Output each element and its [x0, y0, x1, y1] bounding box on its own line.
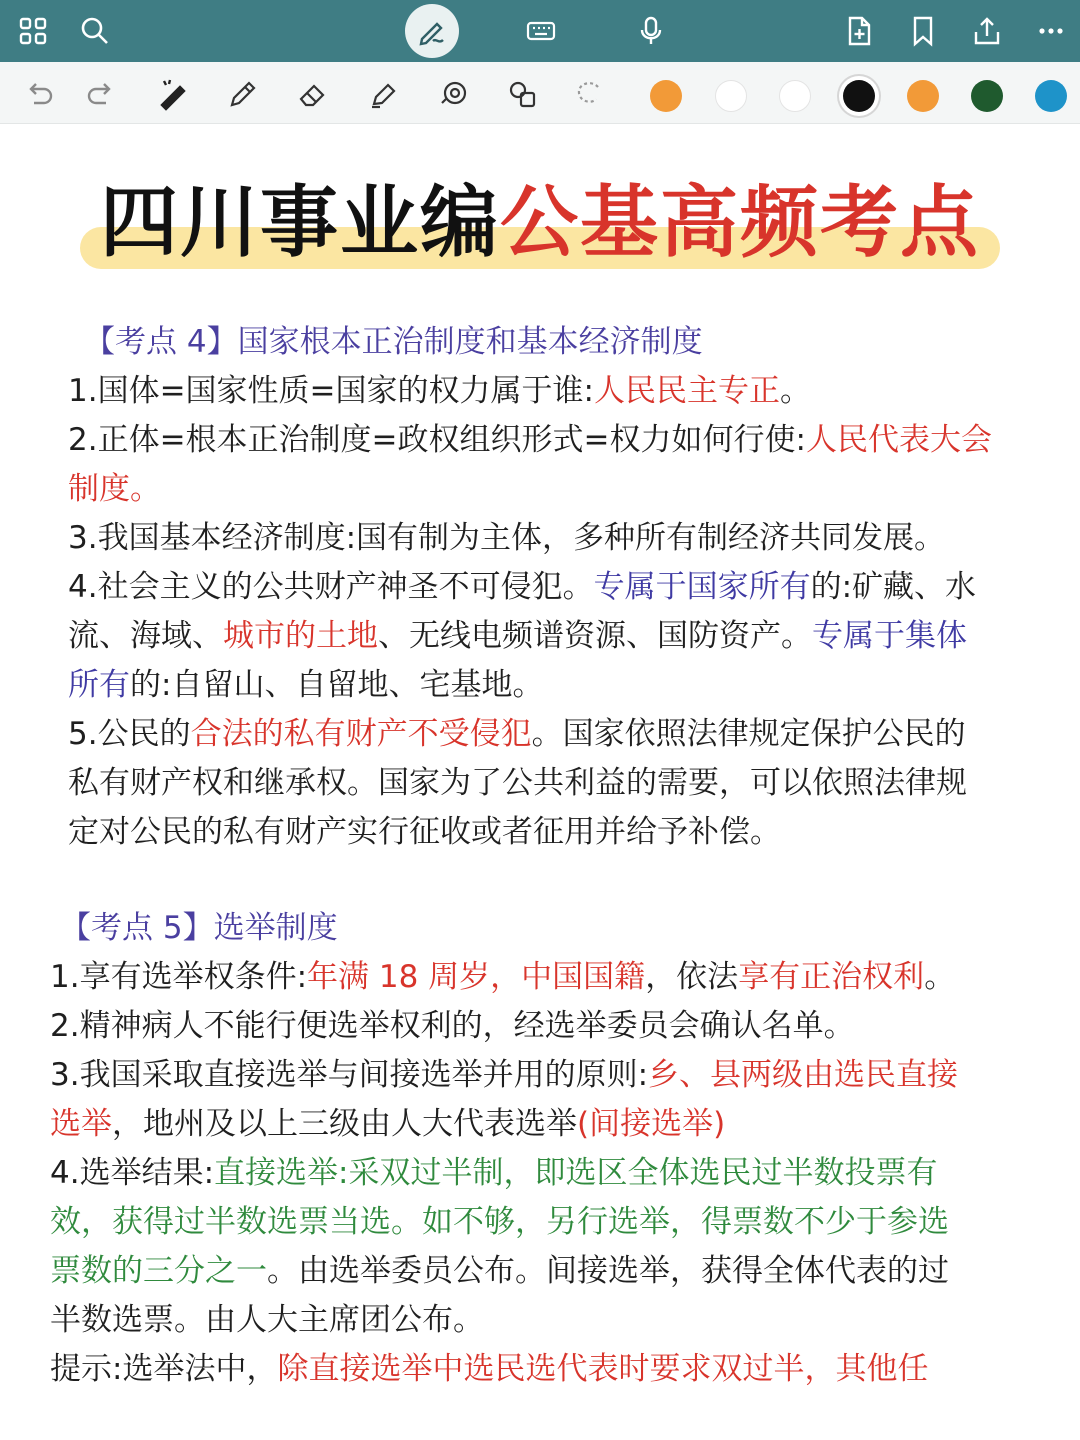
section-4-line-7: 所有的:自留山、自留地、宅基地。	[68, 667, 544, 703]
highlighter-tool-icon[interactable]	[362, 73, 404, 115]
keyboard-icon[interactable]	[518, 8, 564, 54]
section-4-line-3: 制度。	[68, 471, 161, 507]
section-5-line-7: 票数的三分之一。由选举委员公布。间接选举，获得全体代表的过	[50, 1253, 949, 1289]
pencil-tool-icon[interactable]	[222, 73, 264, 115]
section-4-line-9: 私有财产权和继承权。国家为了公共利益的需要，可以依照法律规	[68, 765, 967, 801]
section-4-line-10: 定对公民的私有财产实行征收或者征用并给予补偿。	[68, 814, 781, 850]
section-5-line-5: 4.选举结果:直接选举:采双过半制，即选区全体选民过半数投票有	[50, 1155, 938, 1191]
color-dark-green-swatch[interactable]	[971, 80, 1003, 112]
section-4	[68, 318, 1028, 857]
microphone-icon[interactable]	[628, 8, 674, 54]
share-icon[interactable]	[964, 8, 1010, 54]
section-5-line-2: 2.精神病人不能行便选举权利的，经选举委员会确认名单。	[50, 1008, 855, 1044]
color-white-swatch-2[interactable]	[779, 80, 811, 112]
bookmark-icon[interactable]	[900, 8, 946, 54]
more-icon[interactable]	[1028, 8, 1074, 54]
shape-tool-icon[interactable]	[432, 73, 474, 115]
section-4-line-8: 5.公民的合法的私有财产不受侵犯。国家依照法律规定保护公民的	[68, 716, 966, 752]
section-5-line-6: 效，获得过半数选票当选。如不够，另行选举，得票数不少于参选	[50, 1204, 949, 1240]
title-red: 公基高频考点	[500, 177, 981, 268]
eraser-tool-icon[interactable]	[292, 73, 334, 115]
section-5-line-8: 半数选票。由人大主席团公布。	[50, 1302, 484, 1338]
section-4-line-6: 流、海域、城市的土地、无线电频谱资源、国防资产。专属于集体	[68, 618, 967, 654]
section-4-line-5: 4.社会主义的公共财产神圣不可侵犯。专属于国家所有的:矿藏、水	[68, 569, 977, 605]
color-orange-swatch[interactable]	[650, 80, 682, 112]
color-black-swatch[interactable]	[843, 80, 875, 112]
section-5-line-9: 提示:选举法中，除直接选举中选民选代表时要求双过半，其他任	[50, 1351, 929, 1387]
pen-mode-icon[interactable]	[405, 4, 459, 58]
title-block	[80, 175, 1000, 275]
section-5-line-4: 选举，地州及以上三级由人大代表选举(间接选举)	[50, 1106, 726, 1142]
top-bar	[0, 0, 1080, 62]
page-title	[80, 175, 1000, 271]
sticker-tool-icon[interactable]	[502, 73, 544, 115]
color-blue-swatch[interactable]	[1035, 80, 1067, 112]
grid-icon[interactable]	[10, 8, 56, 54]
title-black: 四川事业编	[99, 177, 500, 268]
section-5-line-1: 1.享有选举权条件:年满 18 周岁，中国国籍，依法享有正治权利。	[50, 959, 956, 995]
add-page-icon[interactable]	[836, 8, 882, 54]
color-white-swatch[interactable]	[715, 80, 747, 112]
color-orange-swatch-2[interactable]	[907, 80, 939, 112]
undo-icon[interactable]	[18, 73, 60, 115]
section-4-line-4: 3.我国基本经济制度:国有制为主体，多种所有制经济共同发展。	[68, 520, 946, 556]
section-5-heading: 【考点 5】选举制度	[60, 910, 338, 946]
section-5	[50, 904, 1030, 1394]
search-icon[interactable]	[72, 8, 118, 54]
section-5-line-3: 3.我国采取直接选举与间接选举并用的原则:乡、县两级由选民直接	[50, 1057, 959, 1093]
section-4-heading: 【考点 4】国家根本正治制度和基本经济制度	[84, 324, 703, 360]
redo-icon[interactable]	[80, 73, 122, 115]
section-4-line-1: 1.国体=国家性质=国家的权力属于谁:人民民主专正。	[68, 373, 811, 409]
lasso-tool-icon[interactable]	[568, 73, 610, 115]
section-4-line-2: 2.正体=根本正治制度=政权组织形式=权力如何行使:人民代表大会	[68, 422, 992, 458]
tool-bar	[0, 62, 1080, 124]
pen-tool-icon[interactable]	[152, 73, 194, 115]
